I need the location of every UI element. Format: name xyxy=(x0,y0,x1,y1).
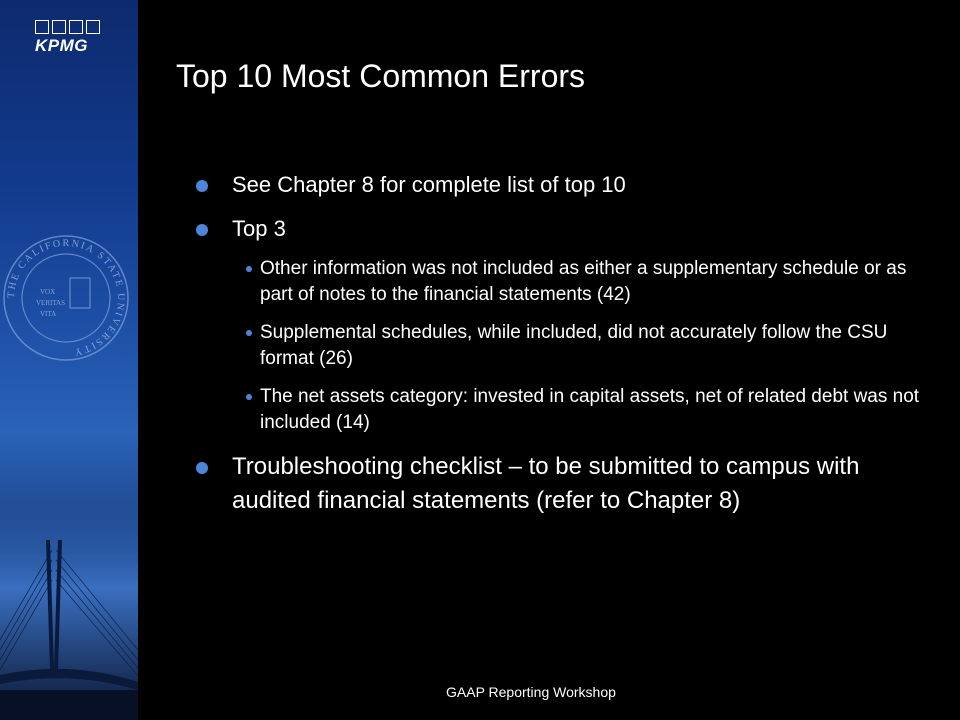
slide-footer: GAAP Reporting Workshop xyxy=(446,684,616,700)
sub-bullet-dot-icon xyxy=(246,266,252,272)
kpmg-logo xyxy=(35,20,105,62)
bullet-text: See Chapter 8 for complete list of top 10 xyxy=(232,172,626,197)
svg-text:VOX: VOX xyxy=(40,288,56,296)
bridge-image xyxy=(0,500,138,720)
sub-bullet-text: Other information was not included as either a supplementary schedule or as part of notes to the financial statements (42) xyxy=(260,258,907,305)
bullet-text: Troubleshooting checklist – to be submitted to campus with audited financial statements (refer to Chapter 8) xyxy=(232,453,860,514)
slide-title: Top 10 Most Common Errors xyxy=(176,58,586,94)
sub-bullet-dot-icon xyxy=(246,394,252,400)
svg-text:THE CALIFORNIA STATE UNIVERSIT: THE CALIFORNIA STATE UNIVERSITY xyxy=(5,237,127,358)
sub-bullet-item xyxy=(236,384,936,436)
bullet-text: Top 3 xyxy=(232,216,286,241)
svg-text:VERITAS: VERITAS xyxy=(36,299,65,307)
bullet-dot-icon xyxy=(196,180,208,192)
bullet-item xyxy=(196,168,936,202)
sub-bullet-text: Supplemental schedules, while included, did not accurately follow the CSU format (26) xyxy=(260,322,888,369)
sub-bullet-dot-icon xyxy=(246,330,252,336)
bullet-item xyxy=(196,212,936,246)
bullet-dot-icon xyxy=(196,462,208,474)
left-decorative-panel xyxy=(0,0,138,720)
bullet-item xyxy=(196,450,922,518)
sub-bullet-item xyxy=(236,256,936,308)
csu-seal-icon xyxy=(0,228,138,368)
bullet-dot-icon xyxy=(196,224,208,236)
sub-bullet-text: The net assets category: invested in capital assets, net of related debt was not included (14) xyxy=(260,386,920,433)
slide-content xyxy=(196,168,936,528)
sub-bullet-item xyxy=(236,320,936,372)
kpmg-logo-text: KPMG xyxy=(35,36,88,55)
svg-text:VITA: VITA xyxy=(40,310,57,318)
